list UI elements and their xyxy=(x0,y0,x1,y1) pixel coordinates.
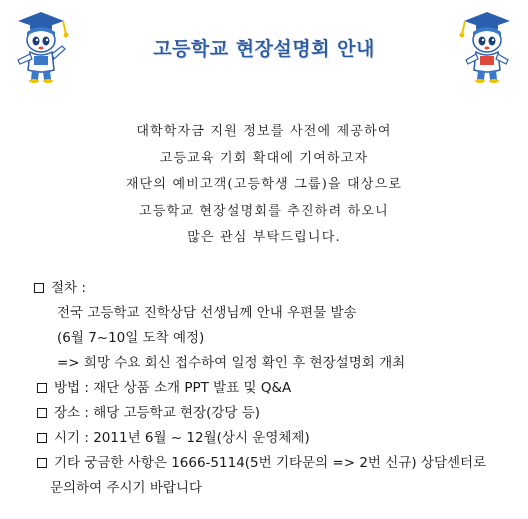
procedure-heading: 절차 : xyxy=(51,280,86,296)
checkbox-icon xyxy=(37,433,47,443)
intro-line: 고등교육 기회 확대에 기여하고자 xyxy=(159,150,369,166)
checkbox-icon xyxy=(34,283,44,293)
intro-line: 고등학교 현장설명회를 추진하려 하오니 xyxy=(139,203,389,219)
checkbox-icon xyxy=(37,408,47,418)
method-row xyxy=(37,376,291,400)
period-text: 시기 : 2011년 6월 ~ 12월(상시 운영체제) xyxy=(54,430,310,446)
contact-row xyxy=(37,451,486,475)
page-title: 고등학교 현장설명회 안내 xyxy=(153,38,375,60)
intro-line: 재단의 예비고객(고등학생 그룹)을 대상으로 xyxy=(125,177,403,192)
intro-line: 대학학자금 지원 정보를 사전에 제공하여 xyxy=(136,124,392,139)
checkbox-icon xyxy=(37,383,47,393)
contact-text: 기타 궁금한 사항은 1666-5114(5번 기타문의 => 2번 신규) 상담센터로 xyxy=(54,455,487,471)
procedure-line: => 희망 수요 회신 접수하여 일정 확인 후 현장설명회 개최 xyxy=(57,355,406,371)
method-text: 방법 : 재단 상품 소개 PPT 발표 및 Q&A xyxy=(54,380,292,396)
intro-paragraph xyxy=(0,119,528,252)
procedure-line: 전국 고등학교 진학상담 선생님께 안내 우편물 발송 xyxy=(57,305,357,321)
contact-line-2: 문의하여 주시기 바랍니다 xyxy=(50,480,203,496)
place-text: 장소 : 해당 고등학교 현장(강당 등) xyxy=(54,405,261,421)
procedure-heading-row xyxy=(34,276,86,300)
intro-line: 많은 관심 부탁드립니다. xyxy=(187,230,341,245)
checkbox-icon xyxy=(37,458,47,468)
procedure-line: (6월 7~10일 도착 예정) xyxy=(57,330,205,346)
place-row xyxy=(37,401,260,425)
period-row xyxy=(37,426,310,450)
